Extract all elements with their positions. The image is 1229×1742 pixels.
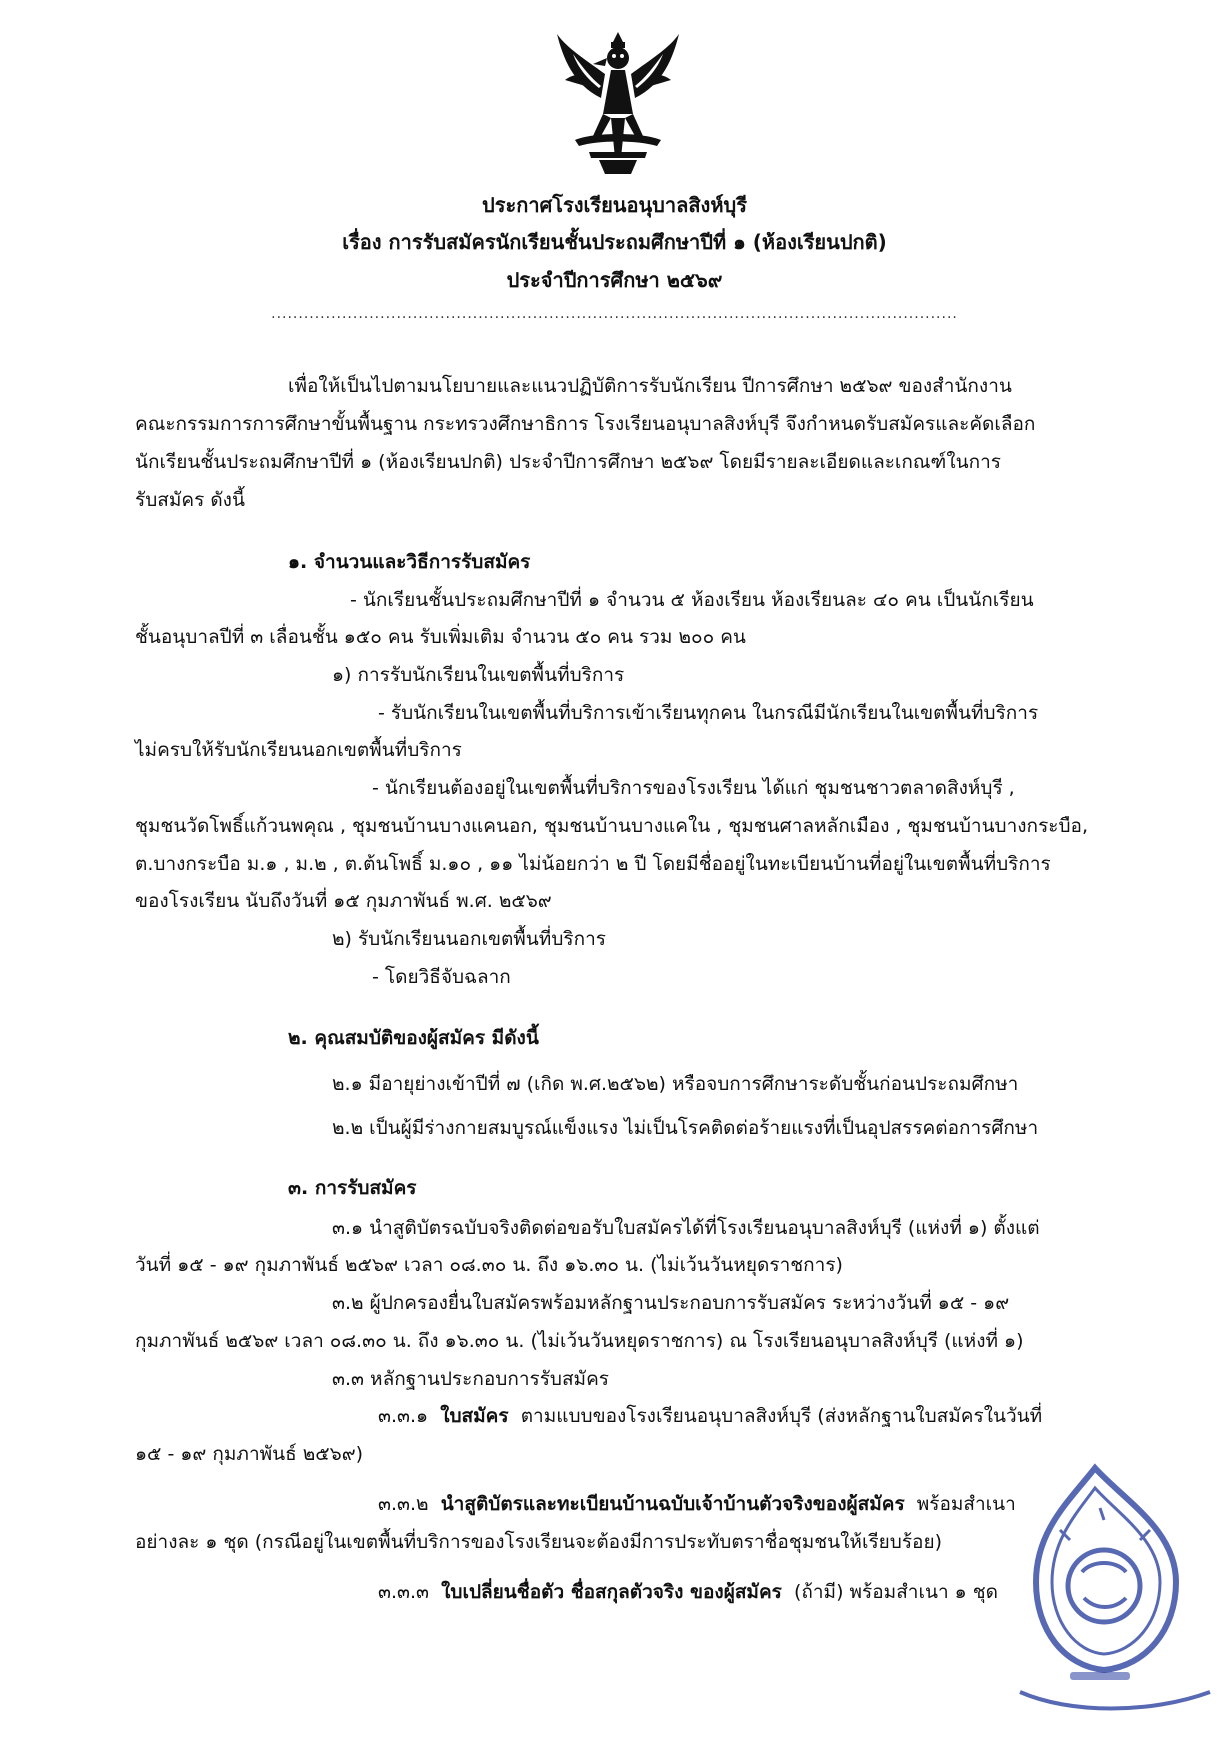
item-number: ๓.๓.๒ bbox=[378, 1493, 429, 1515]
section1-text: ต.บางกระบือ ม.๑ , ม.๒ , ต.ต้นโพธิ์ ม.๑๐ , ๑๑ ไม่น้อยกว่า ๒ ปี โดยมีชื่ออยู่ในทะเบียนบ้านที่อยู่ในเขตพื้นที่บริการ bbox=[135, 853, 1051, 875]
section1-text: - โดยวิธีจับฉลาก bbox=[372, 966, 511, 988]
section3-heading: ๓. การรับสมัคร bbox=[288, 1177, 417, 1199]
section1-text: - รับนักเรียนในเขตพื้นที่บริการเข้าเรียนทุกคน ในกรณีมีนักเรียนในเขตพื้นที่บริการ bbox=[378, 702, 1039, 724]
section3-text: ๓.๓ หลักฐานประกอบการรับสมัคร bbox=[332, 1368, 609, 1390]
section1-text: ชุมชนวัดโพธิ์แก้วนพคุณ , ชุมชนบ้านบางแคนอก, ชุมชนบ้านบางแคใน , ชุมชนศาลหลักเมือง , ชุมชนบ้านบางกระบือ, bbox=[135, 815, 1088, 837]
section2-text: ๒.๒ เป็นผู้มีร่างกายสมบูรณ์แข็งแรง ไม่เป็นโรคติดต่อร้ายแรงที่เป็นอุปสรรคต่อการศึกษา bbox=[332, 1117, 1039, 1139]
item-text: ตามแบบของโรงเรียนอนุบาลสิงห์บุรี (ส่งหลักฐานใบสมัครในวันที่ bbox=[520, 1405, 1043, 1427]
item-text: (ถ้ามี) พร้อมสำเนา ๑ ชุด bbox=[793, 1581, 998, 1603]
section1-subheading: ๒) รับนักเรียนนอกเขตพื้นที่บริการ bbox=[332, 928, 606, 950]
garuda-emblem bbox=[553, 28, 683, 176]
section2-text: ๒.๑ มีอายุย่างเข้าปีที่ ๗ (เกิด พ.ศ.๒๕๖๒) หรือจบการศึกษาระดับชั้นก่อนประถมศึกษา bbox=[332, 1073, 1019, 1095]
item-number: ๓.๓.๑ bbox=[378, 1405, 429, 1427]
section3-item bbox=[378, 1577, 998, 1607]
section1-text: ไม่ครบให้รับนักเรียนนอกเขตพื้นที่บริการ bbox=[135, 739, 462, 761]
intro-line: เพื่อให้เป็นไปตามนโยบายและแนวปฏิบัติการรับนักเรียน ปีการศึกษา ๒๕๖๙ ของสำนักงาน bbox=[288, 375, 1012, 397]
document-title: ประกาศโรงเรียนอนุบาลสิงห์บุรี bbox=[482, 193, 747, 217]
item-bold-text: ใบเปลี่ยนชื่อตัว ชื่อสกุลตัวจริง ของผู้สมัคร bbox=[441, 1581, 782, 1603]
section3-item bbox=[378, 1489, 1016, 1519]
academic-year: ประจำปีการศึกษา ๒๕๖๙ bbox=[506, 268, 723, 292]
section3-text: อย่างละ ๑ ชุด (กรณีอยู่ในเขตพื้นที่บริการของโรงเรียนจะต้องมีการประทับตราชื่อชุมชนให้เรียบร้อย) bbox=[135, 1531, 942, 1553]
item-bold-text: ใบสมัคร bbox=[440, 1405, 509, 1427]
section1-heading: ๑. จำนวนและวิธีการรับสมัคร bbox=[288, 551, 531, 573]
section1-text: ของโรงเรียน นับถึงวันที่ ๑๕ กุมภาพันธ์ พ.ศ. ๒๕๖๙ bbox=[135, 890, 552, 912]
item-number: ๓.๓.๓ bbox=[378, 1581, 430, 1603]
school-seal-stamp bbox=[1000, 1460, 1220, 1742]
intro-line: คณะกรรมการการศึกษาขั้นพื้นฐาน กระทรวงศึกษาธิการ โรงเรียนอนุบาลสิงห์บุรี จึงกำหนดรับสมัครและคัดเลือก bbox=[135, 413, 1036, 435]
section1-subheading: ๑) การรับนักเรียนในเขตพื้นที่บริการ bbox=[332, 664, 625, 686]
section1-text: - นักเรียนต้องอยู่ในเขตพื้นที่บริการของโรงเรียน ได้แก่ ชุมชนชาวตลาดสิงห์บุรี , bbox=[372, 777, 1015, 799]
section3-item bbox=[378, 1401, 1042, 1431]
intro-line: นักเรียนชั้นประถมศึกษาปีที่ ๑ (ห้องเรียนปกติ) ประจำปีการศึกษา ๒๕๖๙ โดยมีรายละเอียดและเกณฑ์ในการ bbox=[135, 451, 1001, 473]
separator-line: .............................................................................................................................. bbox=[271, 306, 958, 322]
item-text: พร้อมสำเนา bbox=[916, 1493, 1016, 1515]
document-subject: เรื่อง การรับสมัครนักเรียนชั้นประถมศึกษาปีที่ ๑ (ห้องเรียนปกติ) bbox=[342, 230, 887, 254]
item-bold-text: นำสูติบัตรและทะเบียนบ้านฉบับเจ้าบ้านตัวจริงของผู้สมัคร bbox=[440, 1493, 905, 1515]
section3-text: ๓.๒ ผู้ปกครองยื่นใบสมัครพร้อมหลักฐานประกอบการรับสมัคร ระหว่างวันที่ ๑๕ - ๑๙ bbox=[332, 1292, 1010, 1314]
section1-text: - นักเรียนชั้นประถมศึกษาปีที่ ๑ จำนวน ๕ ห้องเรียน ห้องเรียนละ ๔๐ คน เป็นนักเรียน bbox=[350, 589, 1034, 611]
section1-text: ชั้นอนุบาลปีที่ ๓ เลื่อนชั้น ๑๕๐ คน รับเพิ่มเติม จำนวน ๕๐ คน รวม ๒๐๐ คน bbox=[135, 626, 746, 648]
section3-text: วันที่ ๑๕ - ๑๙ กุมภาพันธ์ ๒๕๖๙ เวลา ๐๘.๓๐ น. ถึง ๑๖.๓๐ น. (ไม่เว้นวันหยุดราชการ) bbox=[135, 1254, 843, 1276]
section3-text: ๓.๑ นำสูติบัตรฉบับจริงติดต่อขอรับใบสมัครได้ที่โรงเรียนอนุบาลสิงห์บุรี (แห่งที่ ๑) ตั้งแต่ bbox=[332, 1217, 1040, 1239]
section3-text: ๑๕ - ๑๙ กุมภาพันธ์ ๒๕๖๙) bbox=[135, 1443, 364, 1465]
intro-line: รับสมัคร ดังนี้ bbox=[135, 489, 245, 511]
section3-text: กุมภาพันธ์ ๒๕๖๙ เวลา ๐๘.๓๐ น. ถึง ๑๖.๓๐ น. (ไม่เว้นวันหยุดราชการ) ณ โรงเรียนอนุบาลสิงห์บุรี (แห่งที่ ๑) bbox=[135, 1330, 1024, 1352]
section2-heading: ๒. คุณสมบัติของผู้สมัคร มีดังนี้ bbox=[288, 1027, 539, 1049]
